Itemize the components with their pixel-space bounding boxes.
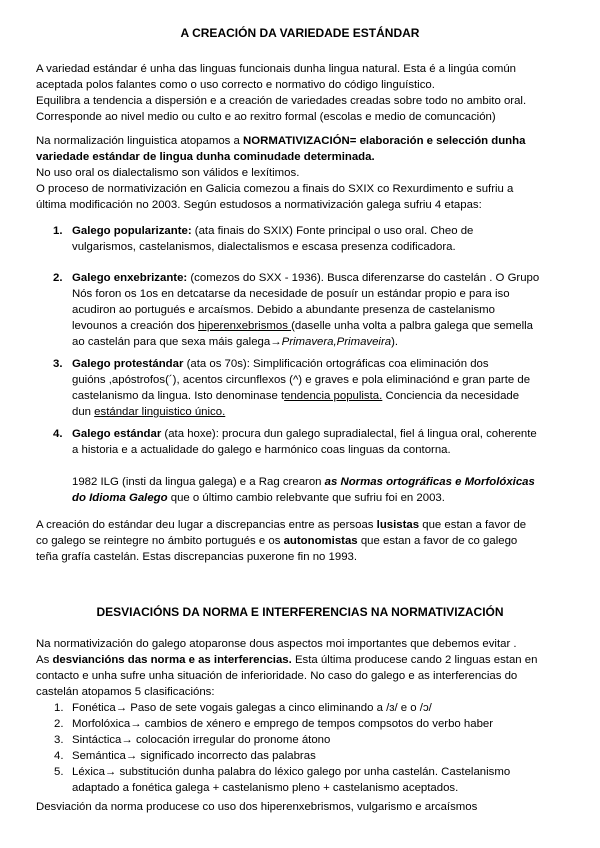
norm-line-4: O proceso de normativización en Galicia comezou a finais do SXIX co Rexurdimento e sufriu a [36,183,514,195]
autonomistas-term: autonomistas [283,535,358,547]
stage-text: castelanismo da lingua. Isto denominase t [72,390,285,402]
desv-bold: desviancións das norma e as interferencias. [52,654,292,666]
desv-text: As [36,654,53,666]
example-words: Primavera,Primaveira [281,336,392,348]
disc-text: que estan a favor de co galego [357,535,518,547]
disc-text: que estan a favor de [419,519,527,531]
norm-bold: NORMATIVIZACIÓN= elaboración e selección dunha [243,135,526,147]
stage-text: guións ,apóstrofos(´), acentos circunflexos (^) e graves e pola eliminaciónd e gran parte de [72,374,531,386]
stage-name: Galego popularizante: [72,225,192,237]
underlined-term: estándar linguistico único. [94,406,226,418]
underlined-term: hiperenxebrismos [198,320,292,332]
stage-text: dun [72,406,95,418]
normas-title-2: do Idioma Galego [72,492,168,504]
stage-name: Galego estándar [72,428,162,440]
stage-text: Conciencia da necesidade [382,390,520,402]
stage-text: a historia e a actualidade do galego e harmónico coas linguas da contorna. [72,444,451,456]
stage-text: 1982 ILG (insti da lingua galega) e a Rag crearon [72,476,325,488]
stage-item-1 [36,223,576,255]
stages-list [36,223,576,255]
stage-text: Nós foron os 1os en detcatarse da necesidade de posuír un estándar propio e para iso [72,288,510,300]
normativizacion-paragraph [36,133,576,213]
stage-text: (ata hoxe): procura dun galego supradialectal, fiel á lingua oral, coherente [161,428,537,440]
disc-text: teña grafía castelán. Estas discrepancias puxerone fin no 1993. [36,551,358,563]
clasif-item: 3. Sintáctica→ colocación irregular do pronome átono [54,734,331,746]
stage-text: (daselle unha volta a palbra galega que semella [291,320,533,332]
stage-text: que o último cambio relebvante que sufriu foi en 2003. [167,492,445,504]
desv-text: Esta última producese cando 2 linguas estan en [291,654,538,666]
stage-item-3 [36,356,576,420]
clasif-item: 5. Léxica→ substitución dunha palabra do léxico galego por unha castelán. Castelanismo adaptado a fonética galega + castelanismo pleno + castelanismo aceptados. [54,766,511,794]
stage-text: vulgarismos, castelanismos, dialectalismos e escasa presenza codificadora. [72,241,456,253]
stage-text: (comezos do SXX - 1936). Busca diferenzarse do castelán . O Grupo [187,272,540,284]
section-title: DESVIACIÓNS DA NORMA E INTERFERENCIAS NA NORMATIVIZACIÓN [96,605,504,619]
stage-number: 3. [53,358,63,370]
stage-text: (ata finais do SXIX) Fonte principal o uso oral. Cheo de [191,225,474,237]
clasificacions-list [36,700,576,796]
discrepancias-paragraph [36,517,576,565]
intro-paragraph [36,61,576,125]
desv-text: contacto e unha sufre unha situación de inferioridade. No caso do galego e as interferencias do [36,670,518,682]
clasif-item: 1. Fonética→ Paso de sete vogais galegas a cinco eliminando a /ɜ/ e o /ɔ/ [54,702,432,714]
stage-text: levounos a creación dos [72,320,199,332]
lusistas-term: lusistas [376,519,420,531]
desv-text: Na normativización do galego atoparonse dous aspectos moi importantes que debemos evitar . [36,638,517,650]
desviacions-paragraph [36,636,576,796]
stage-number: 4. [53,428,63,440]
disc-text: A creación do estándar deu lugar a discrepancias entre as persoas [36,519,377,531]
stage-item-2 [36,270,576,350]
stage-number: 2. [53,272,63,284]
stage-text: (ata os 70s): Simplificación ortográficas coa eliminación dos [183,358,489,370]
final-paragraph [36,799,576,815]
stage-item-4 [36,426,576,506]
disc-text: co galego se reintegre no ámbito portugués e os [36,535,284,547]
desv-text: castelán atopamos 5 clasificacións: [36,686,215,698]
final-text: Desviación da norma producese co uso dos hiperenxebrismos, vulgarismo e arcaísmos [36,801,478,813]
norm-bold-2: variedade estándar de lingua dunha cominudade determinada. [36,151,375,163]
norm-line-5: última modificación no 2003. Según estudosos a normativización galega sufriu 4 etapas: [36,199,482,211]
stage-number: 1. [53,225,63,237]
stage-name: Galego protestándar [72,358,184,370]
stage-text: ). [391,336,399,348]
stage-text: acudiron ao portugués e arcaísmos. Debido a abundante presenza de castelanismo [72,304,495,316]
intro-line: A variedad estándar é unha das linguas funcionais dunha lingua natural. Esta é a lingúa común [36,63,517,75]
underlined-term: endencia populista. [284,390,383,402]
intro-line: Corresponde ao nivel medio ou culto e ao rexitro formal (escolas e medio de comuncación) [36,111,496,123]
intro-line: Equilibra a tendencia a dispersión e a creación de variedades creadas sobre todo no ambito oral. [36,95,527,107]
page-title: A CREACIÓN DA VARIEDADE ESTÁNDAR [180,26,420,40]
normas-title: as Normas ortográficas e Morfolóxicas [324,476,535,488]
norm-text: Na normalización linguistica atopamos a [36,135,244,147]
stage-name: Galego enxebrizante: [72,272,188,284]
intro-line: aceptada polos falantes como o uso correcto e normativo do código linguístico. [36,79,435,91]
norm-line-3: No uso oral os dialectalismo son válidos e lexítimos. [36,167,300,179]
stage-text: ao castelán para que sexa máis galega→ [72,336,282,348]
clasif-item: 2. Morfolóxica→ cambios de xénero e emprego de tempos compsotos do verbo haber [54,718,494,730]
clasif-item: 4. Semántica→ significado incorrecto das palabras [54,750,316,762]
